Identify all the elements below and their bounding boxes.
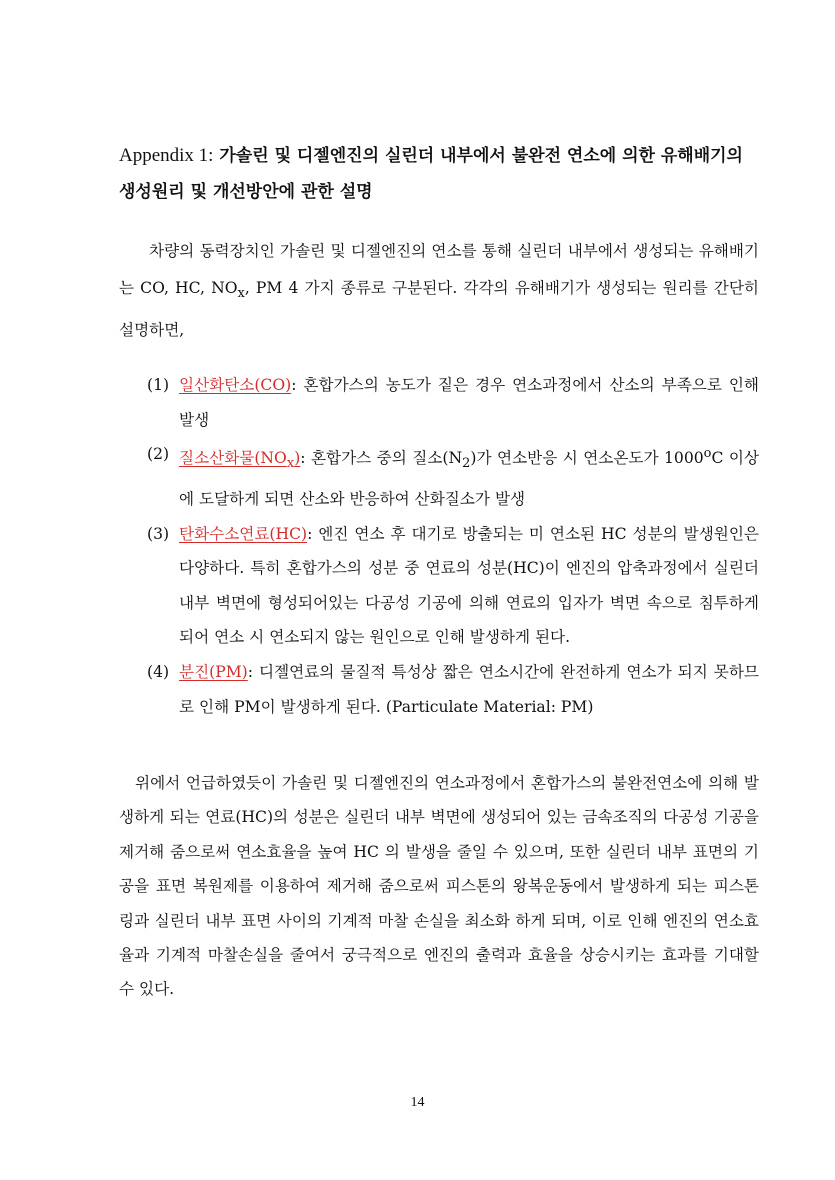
appendix-heading-text: 가솔린 및 디젤엔진의 실린더 내부에서 불완전 연소에 의한 유해배기의 생성원리 및 개선방안에 관한 설명 [119,146,743,202]
list-item-co [147,368,759,437]
term-co: 일산화탄소(CO) [179,376,292,394]
list-item-pm [147,655,759,724]
item-number: (4) [147,663,170,682]
term-nox: 질소산화물$(NO_x)$ [179,449,301,472]
intro-paragraph: 차량의 동력장치인 가솔린 및 디젤엔진의 연소를 통해 실린더 내부에서 생성되는 유해배기는 CO, HC, $NO_x$, PM 4 가지 종류로 구분된다. 각각의 유해배기가 생성되는 원리를 간단히 설명하면, [119,242,759,340]
list-item-hc [147,517,759,655]
item-number: (3) [147,524,170,543]
item-text: : 혼합가스의 농도가 짙은 경우 연소과정에서 산소의 부족으로 인해 발생 [179,376,759,429]
item-text: : 혼합가스 중의 질소$(N_2)$가 연소반응 시 연소온도가 1000$^o$C 이상에 도달하게 되면 산소와 반응하여 산화질소가 발생 [179,446,760,509]
appendix-label: Appendix 1: [119,145,214,166]
page-number: 14 [410,1095,425,1110]
term-hc: 탄화수소연료(HC) [179,524,308,543]
closing-paragraph: 위에서 언급하였듯이 가솔린 및 디젤엔진의 연소과정에서 혼합가스의 불완전연소에 의해 발생하게 되는 연료(HC)의 성분은 실린더 내부 벽면에 생성되어 있는 금속조직의 다공성 기공을 제거해 줌으로써 연소효율을 높여 HC 의 발생을 줄일 수 있으며, 또한 실린더 내부 표면의 기공을 표면 복원제를 이용하여 제거해 줌으로써 피스톤의 왕복운동에서 발생하게 되는 피스톤 링과 실린더 내부 표면 사이의 기계적 마찰 손실을 최소화 하게 되며, 이로 인해 엔진의 연소효율과 기계적 마찰손실을 줄여서 궁극적으로 엔진의 출력과 효율을 상승시키는 효과를 기대할 수 있다. [119,774,759,999]
emission-list [147,368,759,724]
appendix-title [119,138,759,210]
item-text: : 엔진 연소 후 대기로 방출되는 미 연소된 HC 성분의 발생원인은 다양하다. 특히 혼합가스의 성분 중 연료의 성분(HC)이 엔진의 압축과정에서 실린더 내부 벽면에 형성되어있는 다공성 기공에 의해 연료의 입자가 벽면 속으로 침투하게 되어 연소 시 연소되지 않는 원인으로 인해 발생하게 된다. [179,524,759,647]
term-pm: 분진(PM) [179,663,248,682]
item-number: (1) [147,376,170,394]
list-item-nox [147,437,759,516]
item-number: (2) [147,445,170,464]
item-text: : 디젤연료의 물질적 특성상 짧은 연소시간에 완전하게 연소가 되지 못하므로 인해 PM이 발생하게 된다. (Particulate Material: PM) [179,663,759,716]
